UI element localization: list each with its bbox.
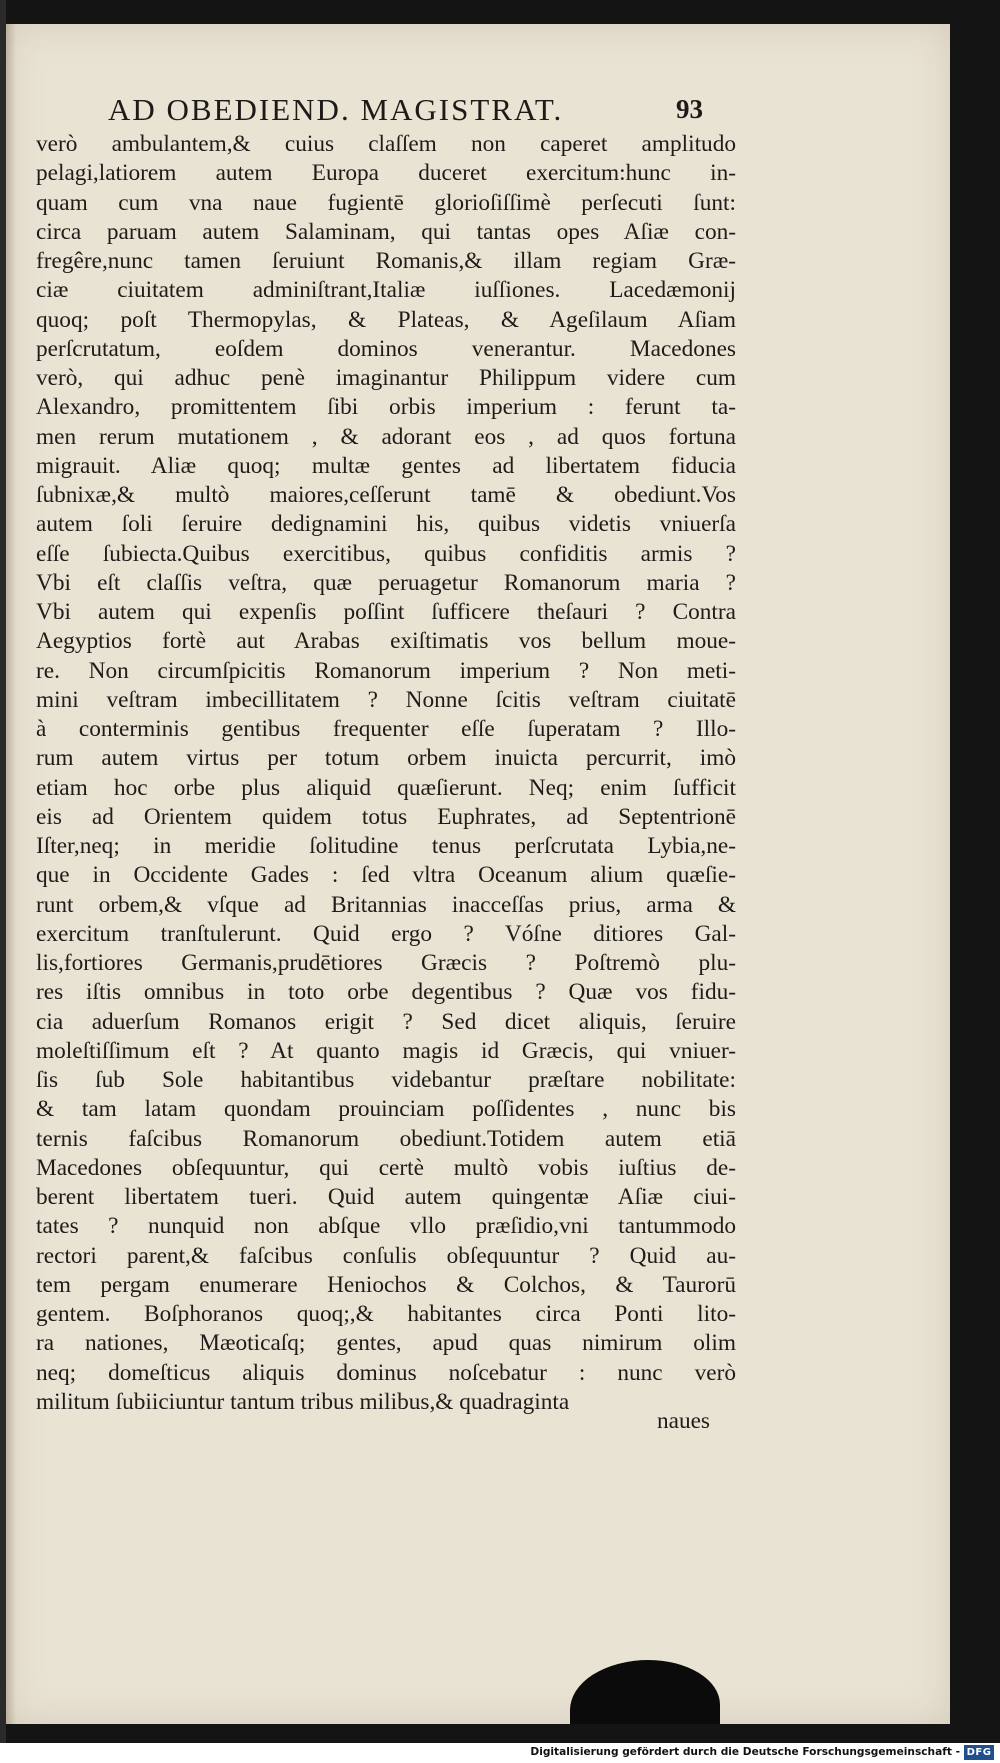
text-line-22: rum autem virtus per totum orbem inuicta percurrit, imò [36,745,736,772]
text-line-4: circa paruam autem Salaminam, qui tantas opes Aſiæ con- [36,218,736,245]
catchword: naues [656,1408,710,1434]
text-line-10: Alexandro, promittentem ſibi orbis imperium : ferunt ta- [36,394,736,421]
page-spine-edge [0,0,6,1763]
text-line-21: à conterminis gentibus frequenter eſſe ſuperatam ? Illo- [36,716,736,742]
text-line-42: ra nationes, Mæoticaſq; gentes, apud quas nimirum olim [36,1330,736,1357]
running-head: AD OBEDIEND. MAGISTRAT. [108,92,564,127]
text-line-13: ſubnixæ,& multò maiores,ceſſerunt tamē & obediunt.Vos [36,482,736,508]
text-line-11: men rerum mutationem , & adorant eos , ad quos fortuna [36,423,736,450]
text-line-33: ſis ſub Sole habitantibus videbantur præſtare nobilitate: [36,1067,736,1093]
text-line-31: cia aduerſum Romanos erigit ? Sed dicet aliquis, ſeruire [36,1008,736,1035]
text-line-36: Macedones obſequuntur, qui certè multò vobis iuſtius de- [36,1154,736,1181]
text-line-2: pelagi,latiorem autem Europa duceret exercitum:hunc in- [36,160,736,187]
text-line-18: Aegyptios fortè aut Arabas exiſtimatis vos bellum moue- [36,628,736,655]
text-line-20: mini veſtram imbecillitatem ? Nonne ſcitis veſtram ciuitatē [36,686,736,713]
text-line-25: Iſter,neq; in meridie ſolitudine tenus perſcrutata Lybia,ne- [36,833,736,859]
dfg-logo: DFG [964,1745,994,1760]
text-line-3: quam cum vna naue fugientē glorioſiſſimè perſecuti ſunt: [36,189,736,216]
page-number: 93 [676,94,703,124]
text-line-16: Vbi eſt claſſis veſtra, quæ peruagetur Romanorum maria ? [36,569,736,596]
text-line-1: verò ambulantem,& cuius claſſem non caperet amplitudo [36,131,736,157]
text-line-39: rectori parent,& faſcibus conſulis obſequuntur ? Quid au- [36,1242,736,1269]
digitization-credit: Digitalisierung gefördert durch die Deutsche Forschungsgemeinschaft - [530,1746,960,1758]
text-line-8: perſcrutatum, eoſdem dominos venerantur. Macedones [36,335,736,362]
text-line-14: autem ſoli ſeruire dedignamini his, quibus videtis vniuerſa [36,511,736,538]
text-line-19: re. Non circumſpicitis Romanorum imperium ? Non meti- [36,657,736,684]
text-line-44: militum ſubiiciuntur tantum tribus milibus,& quadraginta [36,1388,570,1415]
text-line-34: & tam latam quondam prouinciam poſſidentes , nunc bis [36,1096,736,1123]
text-line-43: neq; domeſticus aliquis dominus noſcebatur : nunc verò [36,1359,736,1386]
text-line-38: tates ? nunquid non abſque vllo præſidio,vni tantummodo [36,1213,736,1240]
body-text [36,130,736,1417]
text-line-17: Vbi autem qui expenſis poſſint ſufficere theſauri ? Contra [36,599,736,625]
text-line-37: berent libertatem tueri. Quid autem quingentæ Aſiæ ciui- [36,1184,736,1210]
text-line-9: verò, qui adhuc penè imaginantur Philippum videre cum [36,365,736,391]
text-line-28: exercitum tranſtulerunt. Quid ergo ? Vóſne ditiores Gal- [36,920,736,947]
text-line-26: que in Occidente Gades : ſed vltra Oceanum alium quæſie- [36,862,736,889]
text-line-5: fregêre,nunc tamen ſeruiunt Romanis,& illam regiam Græ- [36,248,736,274]
text-line-41: gentem. Boſphoranos quoq;,& habitantes circa Ponti lito- [36,1301,736,1327]
text-line-6: ciæ ciuitatem adminiſtrant,Italiæ iuſſiones. Lacedæmonij [36,277,736,304]
text-line-23: etiam hoc orbe plus aliquid quæſierunt. Neq; enim ſufficit [36,774,736,801]
text-line-30: res iſtis omnibus in toto orbe degentibus ? Quæ vos fidu- [36,979,736,1006]
text-line-35: ternis faſcibus Romanorum obediunt.Totidem autem etiā [36,1125,736,1152]
text-line-27: runt orbem,& vſque ad Britannias inacceſſas prius, arma & [36,891,736,918]
text-line-12: migrauit. Aliæ quoq; multæ gentes ad libertatem fiducia [36,452,736,479]
text-line-15: eſſe ſubiecta.Quibus exercitibus, quibus confiditis armis ? [36,540,736,567]
text-line-7: quoq; poſt Thermopylas, & Plateas, & Ageſilaum Aſiam [36,306,736,333]
text-line-40: tem pergam enumerare Heniochos & Colchos, & Taurorū [36,1271,736,1298]
text-line-32: moleſtiſſimum eſt ? At quanto magis id Græcis, qui vniuer- [36,1037,736,1064]
text-line-29: lis,fortiores Germanis,prudētiores Græcis ? Poſtremò plu- [36,950,736,976]
text-line-24: eis ad Orientem quidem totus Euphrates, ad Septentrionē [36,803,736,830]
